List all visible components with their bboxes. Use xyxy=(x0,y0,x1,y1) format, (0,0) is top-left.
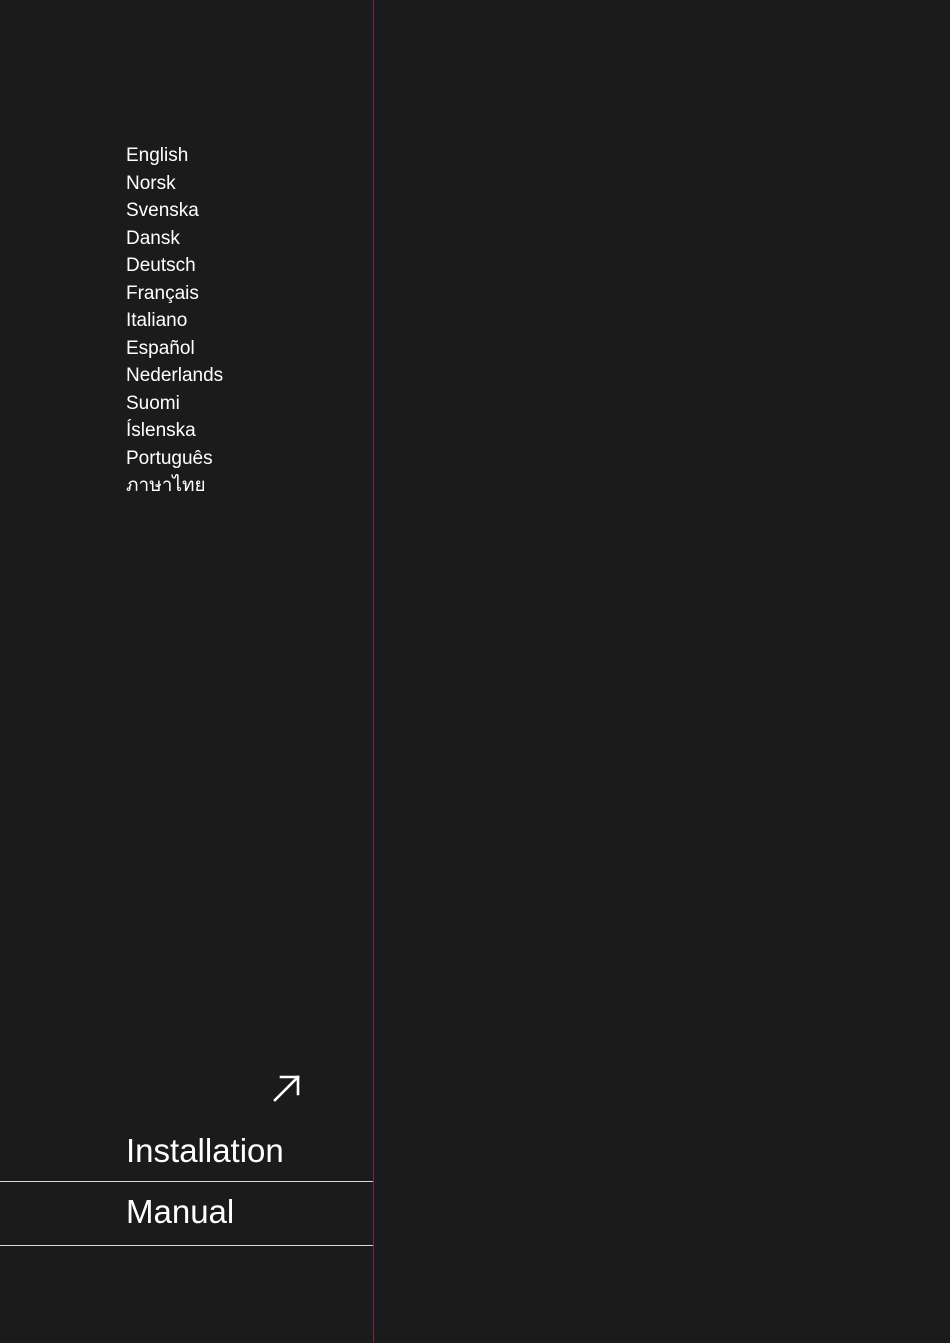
language-item-dansk[interactable]: Dansk xyxy=(126,227,180,249)
cover-right-panel xyxy=(374,0,950,1343)
title-manual: Manual xyxy=(126,1193,235,1230)
language-item-francais[interactable]: Français xyxy=(126,282,199,304)
title-installation: Installation xyxy=(126,1132,284,1169)
language-item-english[interactable]: English xyxy=(126,145,189,166)
language-item-portugues[interactable]: Português xyxy=(126,447,213,469)
title-rule-upper xyxy=(0,1181,373,1182)
language-item-suomi[interactable]: Suomi xyxy=(126,392,180,414)
arrow-up-right-icon xyxy=(272,1073,302,1103)
cover-left-panel xyxy=(0,0,373,1343)
title-rule-lower xyxy=(0,1245,373,1246)
language-item-italiano[interactable]: Italiano xyxy=(126,310,188,331)
language-item-islenska[interactable]: Íslenska xyxy=(126,420,196,441)
language-list xyxy=(126,142,223,500)
language-item-thai[interactable]: ภาษาไทย xyxy=(126,475,206,496)
language-item-espanol[interactable]: Español xyxy=(126,337,195,359)
language-item-norsk[interactable]: Norsk xyxy=(126,172,176,194)
language-item-nederlands[interactable]: Nederlands xyxy=(126,365,224,386)
language-item-svenska[interactable]: Svenska xyxy=(126,200,199,221)
language-item-deutsch[interactable]: Deutsch xyxy=(126,255,196,276)
